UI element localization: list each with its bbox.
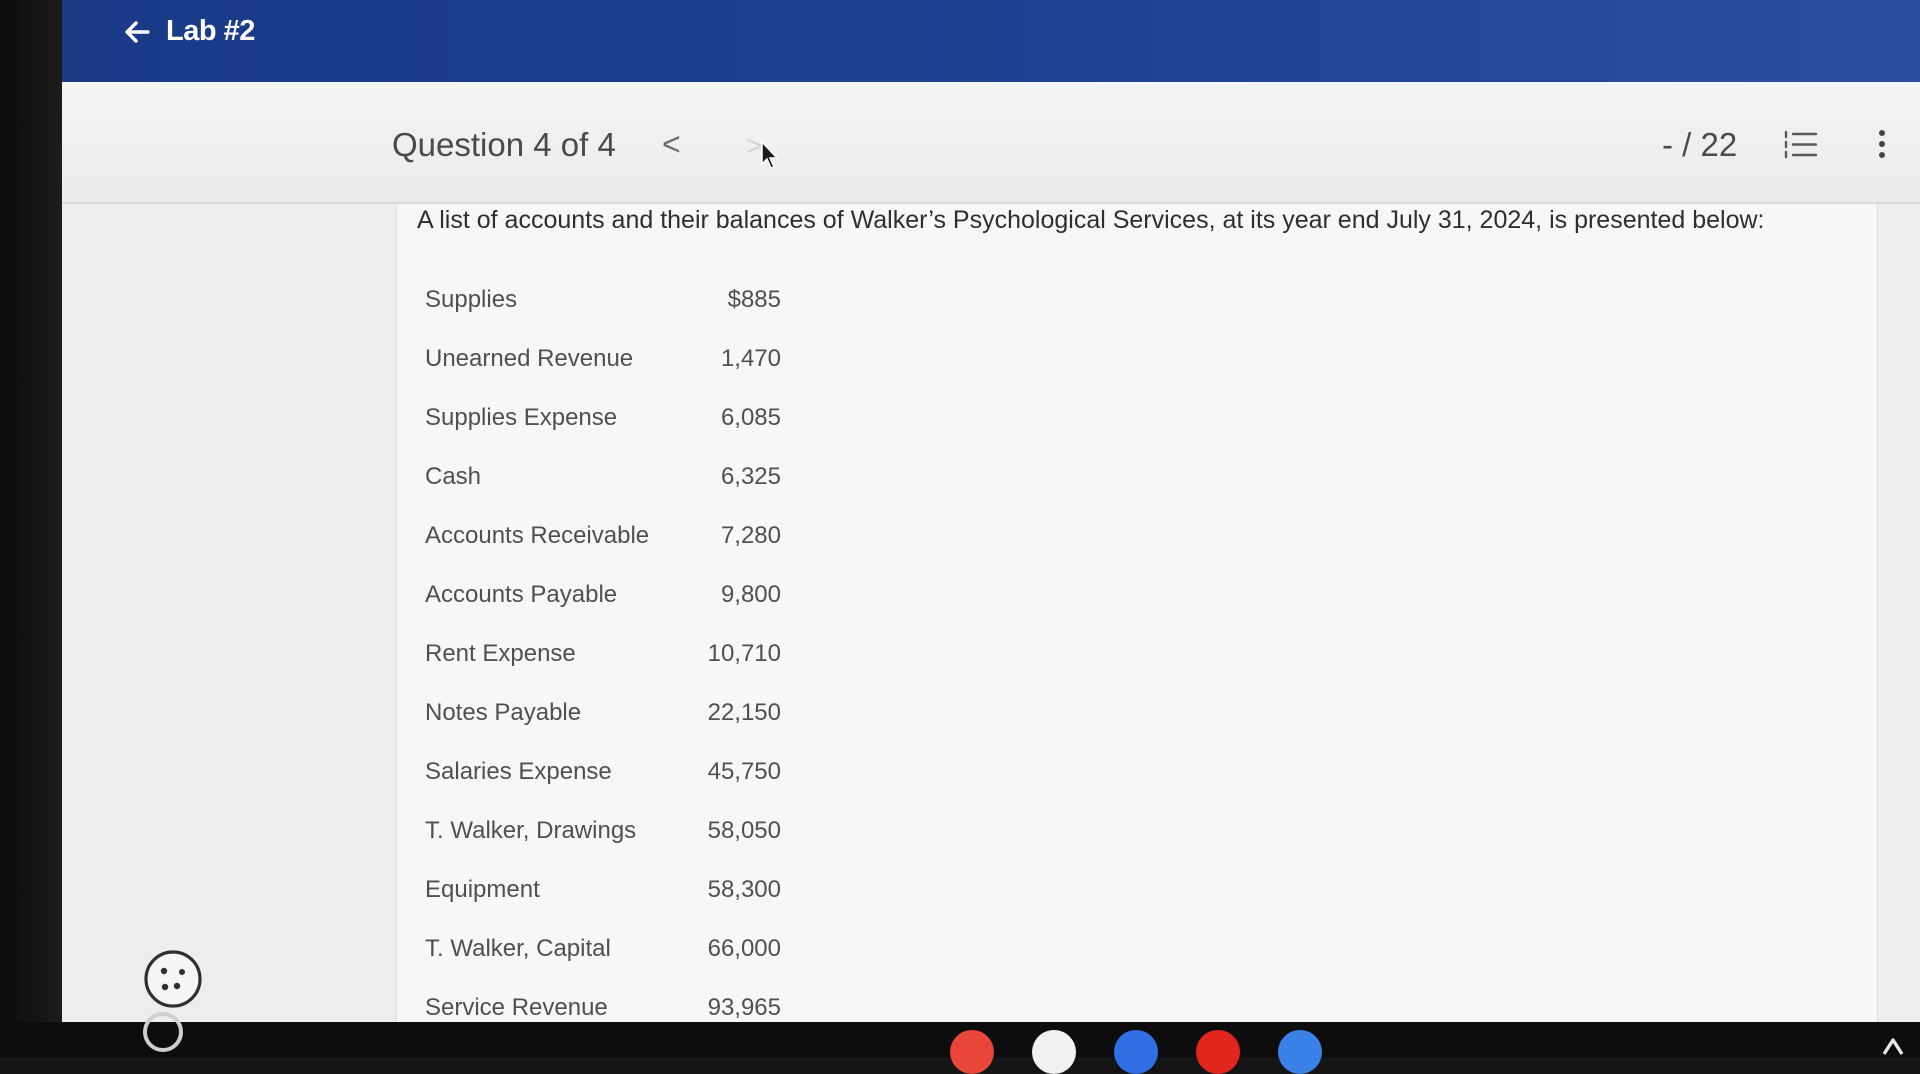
account-amount: 6,085 — [720, 403, 781, 431]
table-row — [425, 565, 781, 624]
meet-app-icon[interactable] — [1278, 1030, 1322, 1074]
question-list-button[interactable] — [1782, 128, 1820, 167]
cookie-icon[interactable] — [142, 948, 204, 1010]
app-title: Lab #2 — [166, 15, 255, 47]
question-intro: A list of accounts and their balances of Walker’s Psychological Services, at its year end July 31, 2024, is presented below: — [417, 206, 1765, 234]
gmail-app-icon[interactable] — [1032, 1030, 1076, 1074]
account-amount: 6,325 — [720, 462, 781, 490]
previous-question-button[interactable]: < — [662, 126, 681, 162]
screen-bezel — [0, 0, 62, 1057]
account-name: Accounts Receivable — [425, 521, 650, 549]
account-amount: 58,050 — [707, 816, 781, 844]
account-amount: 7,280 — [720, 521, 781, 549]
chrome-app-icon[interactable] — [950, 1030, 994, 1074]
table-row — [425, 329, 781, 388]
account-amount: 45,750 — [707, 757, 781, 785]
back-button[interactable] — [122, 15, 255, 48]
account-name: Rent Expense — [425, 639, 576, 667]
table-row — [425, 860, 781, 919]
account-balances-table — [425, 270, 781, 1037]
launcher-button[interactable] — [143, 1012, 183, 1052]
account-name: Supplies Expense — [425, 403, 618, 431]
account-name: Service Revenue — [425, 993, 608, 1021]
question-header — [62, 82, 1920, 204]
next-question-button[interactable]: > — [746, 130, 763, 161]
question-content — [396, 204, 1878, 1022]
question-score: - / 22 — [1662, 126, 1738, 163]
table-row — [425, 919, 781, 978]
numbered-list-icon — [1782, 128, 1820, 162]
account-amount: 22,150 — [707, 698, 781, 726]
account-amount: 66,000 — [707, 934, 781, 962]
account-name: T. Walker, Drawings — [425, 816, 637, 844]
table-row — [425, 270, 781, 329]
question-counter: Question 4 of 4 — [392, 126, 616, 163]
table-row — [425, 624, 781, 683]
more-vertical-icon[interactable] — [1872, 126, 1892, 164]
table-row — [425, 801, 781, 860]
account-amount: 93,965 — [707, 993, 781, 1021]
account-name: Salaries Expense — [425, 757, 612, 785]
account-name: Cash — [425, 462, 482, 490]
table-row — [425, 447, 781, 506]
app-top-bar — [62, 0, 1920, 82]
account-name: Supplies — [425, 285, 518, 313]
account-name: T. Walker, Capital — [425, 934, 611, 962]
table-row — [425, 742, 781, 801]
docs-app-icon[interactable] — [1114, 1030, 1158, 1074]
table-row — [425, 388, 781, 447]
youtube-app-icon[interactable] — [1196, 1030, 1240, 1074]
question-screen — [62, 82, 1920, 1022]
account-amount: 1,470 — [720, 344, 781, 372]
mouse-cursor-icon — [760, 140, 780, 170]
account-name: Equipment — [425, 875, 540, 903]
account-name: Unearned Revenue — [425, 344, 634, 372]
table-row — [425, 506, 781, 565]
account-amount: $885 — [727, 285, 781, 313]
system-shelf — [0, 1022, 1920, 1057]
table-row — [425, 683, 781, 742]
shelf-up-arrow-icon[interactable] — [1880, 1034, 1906, 1058]
account-amount: 9,800 — [720, 580, 781, 608]
account-name: Accounts Payable — [425, 580, 618, 608]
account-amount: 10,710 — [707, 639, 781, 667]
account-name: Notes Payable — [425, 698, 582, 726]
arrow-left-icon — [122, 17, 152, 47]
account-amount: 58,300 — [707, 875, 781, 903]
